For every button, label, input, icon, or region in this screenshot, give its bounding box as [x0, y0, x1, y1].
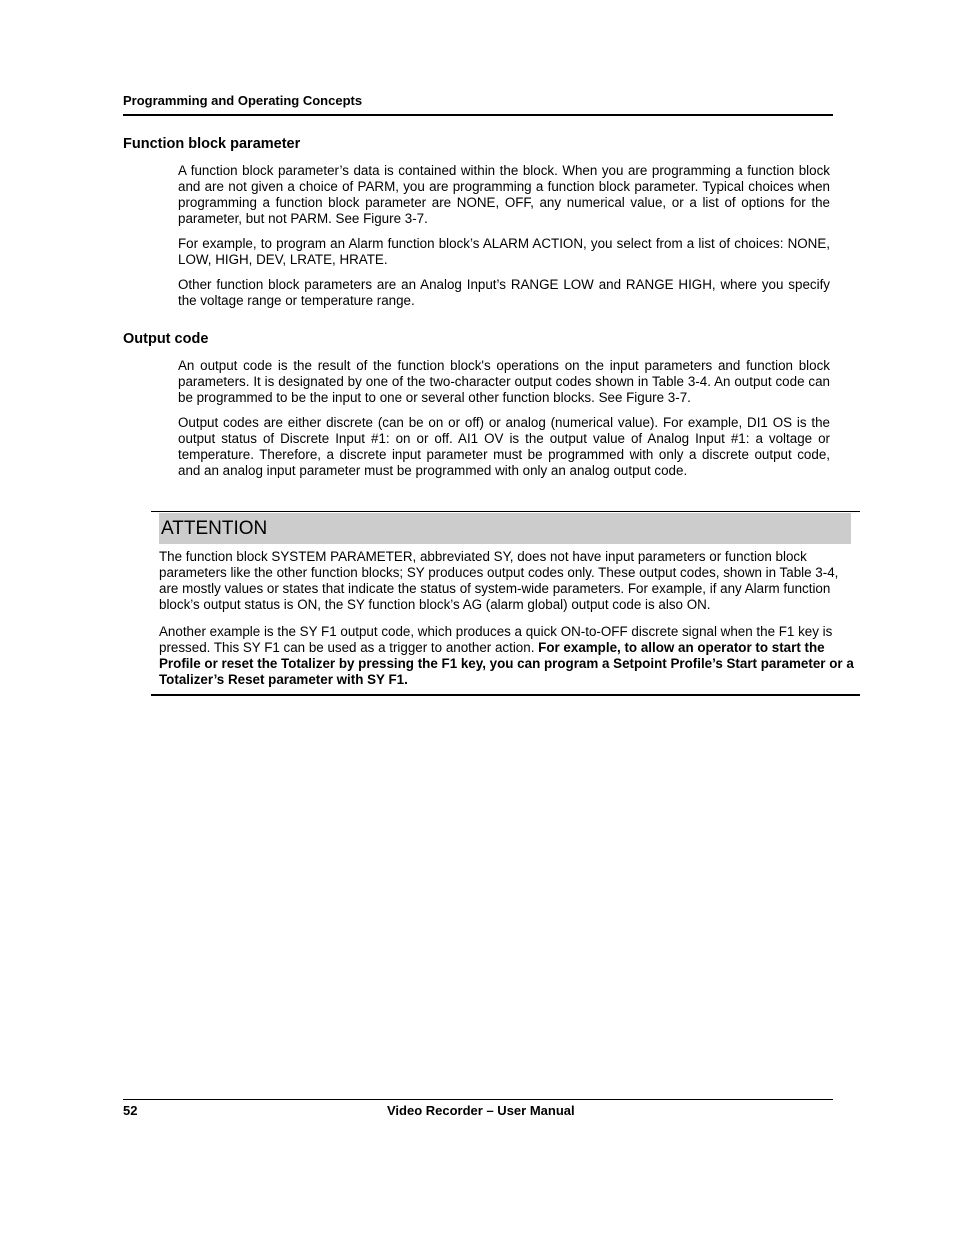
attention-title: ATTENTION: [161, 518, 268, 539]
paragraph: A function block parameter’s data is contained within the block. When you are programming a function block and are not given a choice of PARM, you are programming a function block parameter. Typical choices when programming a function block parameter are NONE, OFF, any numerical value, or a list of options for the parameter, but not PARM. See Figure 3-7.: [178, 163, 830, 226]
attention-title-band: [159, 513, 851, 544]
section-heading-output-code: Output code: [123, 331, 209, 347]
attention-paragraph-bold-text: For example, to allow an operator to start the Profile or reset the Totalizer by pressing the F1 key, you can program a Setpoint Profile’s Start parameter or a Totalizer’s Reset parameter with SY F1.: [159, 640, 854, 687]
paragraph: Other function block parameters are an Analog Input’s RANGE LOW and RANGE HIGH, where you specify the voltage range or temperature range.: [178, 277, 830, 308]
attention-body: [159, 549, 855, 699]
paragraph: An output code is the result of the function block's operations on the input parameters and function block parameters. It is designated by one of the two-character output codes shown in Table 3-4. An output code can be programmed to be the input to one or several other function blocks. See Figure 3-7.: [178, 358, 830, 405]
paragraph: Output codes are either discrete (can be on or off) or analog (numerical value). For example, DI1 OS is the output status of Discrete Input #1: on or off. AI1 OV is the output value of Analog Input #1: a voltage or temperature. Therefore, a discrete input parameter must be programmed with only a discrete output code, and an analog input parameter must be programmed with only an analog output code.: [178, 415, 830, 478]
page-header-title: Programming and Operating Concepts: [123, 93, 363, 108]
footer-manual-title: Video Recorder – User Manual: [387, 1103, 575, 1118]
attention-paragraph: The function block SYSTEM PARAMETER, abbreviated SY, does not have input parameters or function block parameters like the other function blocks; SY produces output codes only. These output codes, shown in Table 3-4, are mostly values or states that indicate the status of system-wide parameters. For example, if any Alarm function block’s output status is ON, the SY function block’s AG (alarm global) output code is also ON.: [159, 549, 839, 612]
footer-rule: [123, 1099, 833, 1100]
section-body-function-block-parameter: [178, 163, 830, 318]
header-rule: [123, 114, 833, 116]
page-number: 52: [123, 1103, 138, 1118]
paragraph: For example, to program an Alarm function block’s ALARM ACTION, you select from a list of choices: NONE, LOW, HIGH, DEV, LRATE, HRATE.: [178, 236, 830, 267]
attention-paragraph: [159, 624, 855, 688]
section-heading-function-block-parameter: Function block parameter: [123, 136, 301, 152]
attention-paragraph-text: Another example is the SY F1 output code, which produces a quick ON-to-OFF discrete signal when the F1 key is pressed. This SY F1 can be used as a trigger to another action.: [159, 624, 833, 655]
attention-box: [151, 511, 860, 696]
section-body-output-code: [178, 358, 830, 488]
